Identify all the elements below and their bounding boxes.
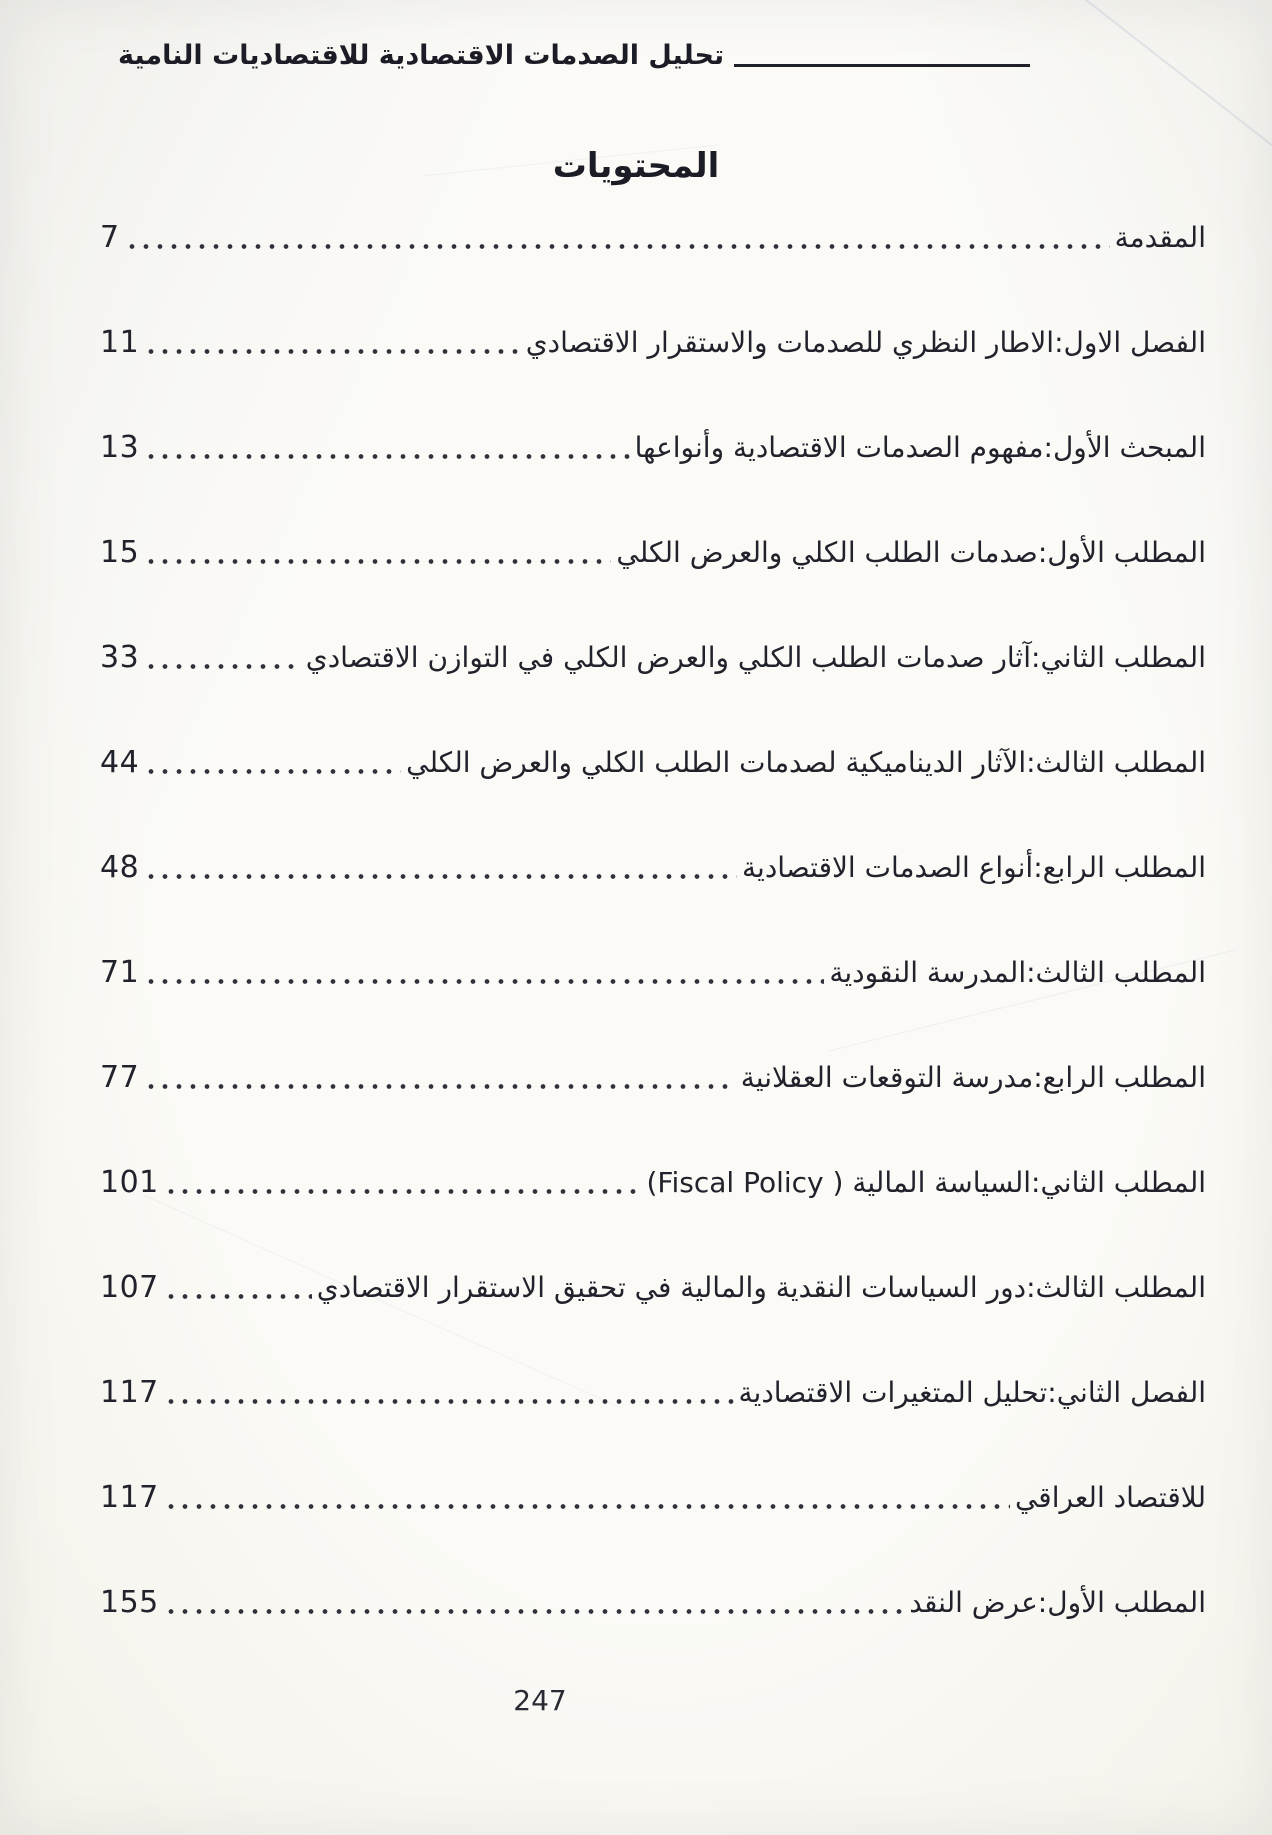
- toc-entry-title: المطلب الأول:صدمات الطلب الكلي والعرض الكلي: [616, 535, 1206, 569]
- toc-entry-page-number: 15: [100, 535, 140, 570]
- toc-entry: [100, 422, 1206, 466]
- toc-entry: [100, 737, 1206, 781]
- toc-entry-page-number: 13: [100, 430, 140, 465]
- toc-entry-page-number: 107: [100, 1270, 159, 1305]
- toc-entry-page-number: 117: [100, 1480, 159, 1515]
- dot-leader: [144, 632, 301, 676]
- toc-entry-page-number: 44: [100, 745, 140, 780]
- dot-leader: [144, 947, 824, 991]
- toc-entry-title: المبحث الأول:مفهوم الصدمات الاقتصادية وأنواعها: [634, 430, 1206, 464]
- dot-leader: [164, 1367, 734, 1411]
- toc-entry: [100, 1157, 1206, 1201]
- scan-crease-artifact: [1070, 0, 1272, 155]
- book-title: تحليل الصدمات الاقتصادية للاقتصاديات النامية: [118, 40, 725, 71]
- dot-leader: [164, 1577, 905, 1621]
- toc-entry-title: الفصل الثاني:تحليل المتغيرات الاقتصادية: [738, 1375, 1206, 1409]
- dot-leader: [144, 317, 521, 361]
- toc-entry-title: المطلب الرابع:مدرسة التوقعات العقلانية: [740, 1060, 1206, 1094]
- toc-entry-title: المطلب الثالث:الآثار الديناميكية لصدمات الطلب الكلي والعرض الكلي: [406, 745, 1206, 779]
- header-rule: [734, 64, 1030, 67]
- toc-entry-title: المقدمة: [1114, 220, 1206, 254]
- toc-entry-page-number: 155: [100, 1585, 159, 1620]
- toc-entry-page-number: 117: [100, 1375, 159, 1410]
- toc-entry-title: الفصل الاول:الاطار النظري للصدمات والاستقرار الاقتصادي: [525, 325, 1206, 359]
- contents-heading: المحتويات: [552, 146, 720, 186]
- toc-entry-page-number: 101: [100, 1165, 159, 1200]
- toc-entry-page-number: 33: [100, 640, 140, 675]
- toc-entry-title: المطلب الثالث:دور السياسات النقدية والمالية في تحقيق الاستقرار الاقتصادي: [316, 1270, 1206, 1304]
- toc-entry: [100, 1262, 1206, 1306]
- footer-page-number: 247: [513, 1684, 567, 1717]
- toc-entry-title: المطلب الأول:عرض النقد: [909, 1585, 1206, 1619]
- toc-entry: [100, 632, 1206, 676]
- dot-leader: [144, 422, 629, 466]
- toc-entry: [100, 212, 1206, 256]
- toc-entry-title: المطلب الثاني:آثار صدمات الطلب الكلي والعرض الكلي في التوازن الاقتصادي: [305, 640, 1206, 674]
- toc-entry: [100, 1367, 1206, 1411]
- toc-entry-title: المطلب الثاني:السياسة المالية ( Fiscal Policy): [646, 1165, 1206, 1199]
- toc-entry-page-number: 48: [100, 850, 140, 885]
- dot-leader: [144, 1052, 736, 1096]
- toc-entry-page-number: 71: [100, 955, 140, 990]
- dot-leader: [125, 212, 1110, 256]
- dot-leader: [144, 527, 611, 571]
- toc-entry: [100, 317, 1206, 361]
- dot-leader: [164, 1472, 1010, 1516]
- toc-entry-page-number: 11: [100, 325, 140, 360]
- toc-entry-page-number: 7: [100, 220, 120, 255]
- toc-entry-title: المطلب الرابع:أنواع الصدمات الاقتصادية: [742, 850, 1206, 884]
- toc-entry-title: للاقتصاد العراقي: [1014, 1480, 1206, 1514]
- toc-entry-title: المطلب الثالث:المدرسة النقودية: [829, 955, 1206, 989]
- page-header: [118, 40, 1030, 72]
- toc-entry: [100, 947, 1206, 991]
- toc-list: [100, 212, 1206, 1682]
- dot-leader: [164, 1157, 642, 1201]
- toc-entry: [100, 527, 1206, 571]
- toc-entry: [100, 842, 1206, 886]
- toc-entry: [100, 1577, 1206, 1621]
- dot-leader: [144, 842, 737, 886]
- toc-entry: [100, 1052, 1206, 1096]
- dot-leader: [164, 1262, 312, 1306]
- dot-leader: [144, 737, 401, 781]
- toc-entry: [100, 1472, 1206, 1516]
- toc-entry-page-number: 77: [100, 1060, 140, 1095]
